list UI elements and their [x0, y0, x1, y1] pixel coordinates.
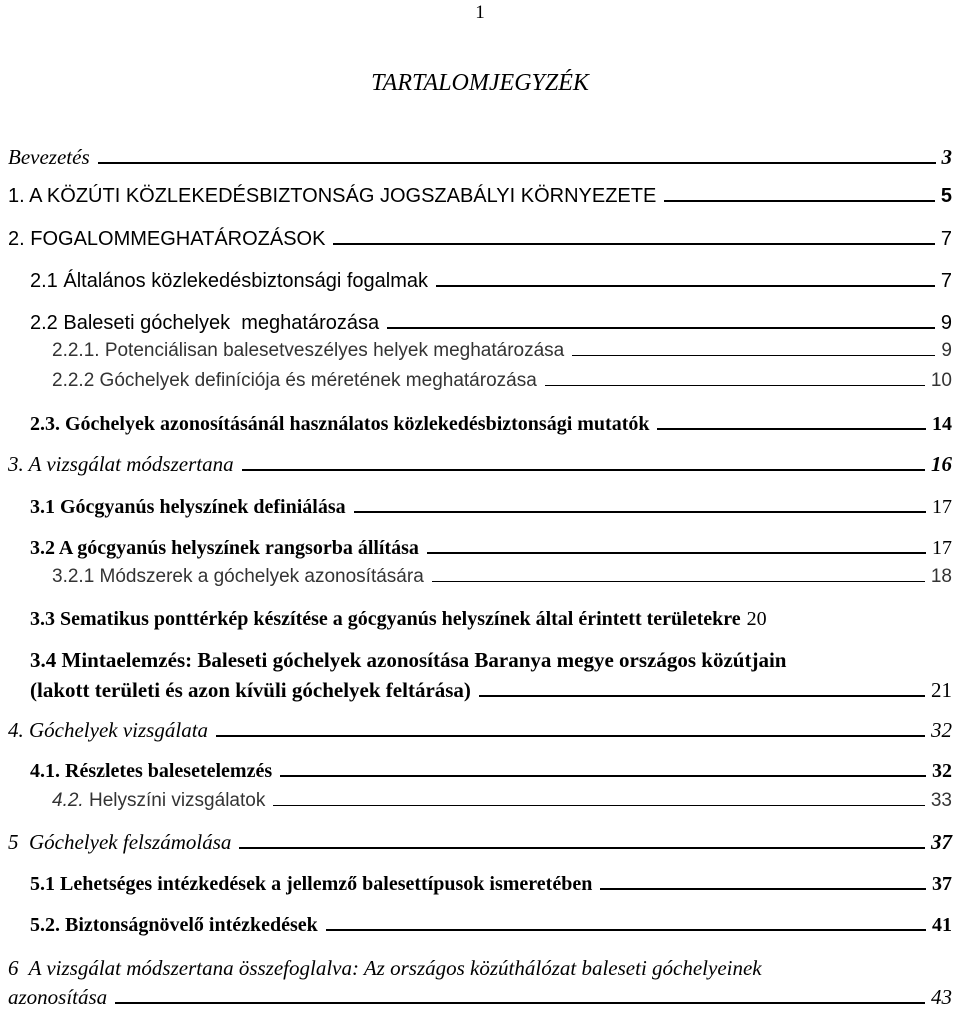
toc-leader — [545, 385, 925, 386]
toc-entry-1[interactable] — [8, 185, 952, 208]
toc-entry-page: 21 — [931, 678, 952, 702]
toc-entry-page: 17 — [932, 496, 952, 518]
toc-entry-5-2[interactable] — [30, 914, 952, 937]
toc-leader — [280, 775, 926, 777]
toc-entry-6-line1[interactable]: 6 A vizsgálat módszertana összefoglalva: Az országos közúthálózat baleseti góchelyeinek — [8, 956, 762, 980]
toc-entry-page: 17 — [932, 537, 952, 559]
toc-entry-number: 4.2. — [52, 790, 84, 811]
toc-leader — [436, 285, 935, 287]
toc-entry-5[interactable] — [8, 830, 952, 855]
toc-leader — [326, 929, 926, 931]
toc-entry-2-3[interactable] — [30, 413, 952, 436]
toc-entry-page: 5 — [940, 185, 952, 207]
toc-entry-label — [52, 790, 265, 812]
toc-leader — [354, 511, 926, 513]
page-number: 1 — [475, 2, 485, 23]
toc-entry-bevezetes[interactable] — [8, 145, 952, 170]
toc-leader — [273, 805, 925, 806]
toc-entry-3-4-line1[interactable]: 3.4 Mintaelemzés: Baleseti góchelyek azonosítása Baranya megye országos közútjain — [30, 648, 787, 672]
document-title: TARTALOMJEGYZÉK — [371, 70, 589, 96]
toc-entry-label: 2.3. Góchelyek azonosításánál használatos közlekedésbiztonsági mutatók — [30, 413, 650, 435]
toc-leader — [387, 327, 935, 329]
toc-entry-label: 5.1 Lehetséges intézkedések a jellemző balesettípusok ismeretében — [30, 873, 593, 895]
toc-entry-label: 3.3 Sematikus ponttérkép készítése a gócgyanús helyszínek által érintett területekre — [30, 608, 741, 630]
toc-entry-4[interactable] — [8, 718, 952, 743]
toc-entry-page: 9 — [940, 312, 952, 334]
toc-leader — [98, 162, 936, 164]
toc-entry-page: 33 — [930, 790, 952, 811]
toc-entry-label: 2.2.1. Potenciálisan balesetveszélyes helyek meghatározása — [52, 340, 565, 361]
toc-leader — [333, 243, 934, 245]
toc-entry-page: 37 — [931, 830, 952, 854]
toc-leader — [432, 581, 925, 582]
toc-entry-3-2-1[interactable] — [52, 566, 952, 588]
toc-entry-2[interactable] — [8, 228, 952, 251]
toc-leader — [657, 428, 926, 430]
toc-entry-label: 3.1 Gócgyanús helyszínek definiálása — [30, 496, 346, 518]
toc-entry-3-4[interactable] — [30, 678, 952, 703]
toc-entry-page: 41 — [932, 914, 952, 936]
toc-entry-label: 4.1. Részletes balesetelemzés — [30, 760, 273, 782]
toc-leader — [115, 1002, 925, 1004]
toc-entry-label: 3. A vizsgálat módszertana — [8, 452, 234, 476]
toc-leader — [427, 552, 926, 554]
toc-entry-2-2-2[interactable] — [52, 370, 952, 392]
toc-entry-2-2-1[interactable] — [52, 340, 952, 362]
toc-entry-page: 10 — [930, 370, 952, 391]
toc-entry-3-2[interactable] — [30, 537, 952, 560]
toc-entry-page: 7 — [940, 228, 952, 250]
toc-entry-label: 2.2 Baleseti góchelyek meghatározása — [30, 312, 380, 334]
toc-entry-page: 37 — [932, 873, 952, 895]
toc-entry-label: 2. FOGALOMMEGHATÁROZÁSOK — [8, 228, 326, 250]
toc-entry-label: (lakott területi és azon kívüli góchelyek feltárása) — [30, 678, 471, 702]
toc-entry-3-1[interactable] — [30, 496, 952, 519]
toc-entry-page: 9 — [941, 340, 952, 361]
toc-entry-label: azonosítása — [8, 985, 108, 1009]
toc-leader — [239, 847, 925, 849]
toc-entry-label: 3.2.1 Módszerek a góchelyek azonosítására — [52, 566, 424, 587]
toc-entry-label: 4. Góchelyek vizsgálata — [8, 718, 209, 742]
toc-entry-page: 14 — [932, 413, 952, 435]
toc-entry-4-1[interactable] — [30, 760, 952, 783]
toc-entry-page: 32 — [932, 760, 952, 782]
toc-entry-page: 16 — [931, 452, 952, 476]
toc-entry-label: 1. A KÖZÚTI KÖZLEKEDÉSBIZTONSÁG JOGSZABÁLYI KÖRNYEZETE — [8, 185, 657, 207]
toc-entry-page: 3 — [941, 145, 952, 169]
toc-entry-page: 20 — [746, 608, 767, 630]
toc-leader — [216, 735, 925, 737]
toc-entry-page: 18 — [930, 566, 952, 587]
toc-entry-5-1[interactable] — [30, 873, 952, 896]
toc-leader — [479, 695, 925, 697]
toc-entry-2-1[interactable] — [30, 270, 952, 293]
toc-leader — [600, 888, 926, 890]
toc-entry-2-2[interactable] — [30, 312, 952, 335]
toc-entry-page: 43 — [931, 985, 952, 1009]
toc-leader — [242, 469, 925, 471]
toc-entry-label: 2.1 Általános közlekedésbiztonsági fogalmak — [30, 270, 429, 292]
toc-entry-label: 2.2.2 Góchelyek definíciója és méretének meghatározása — [52, 370, 537, 391]
toc-entry-label: Bevezetés — [8, 145, 90, 169]
toc-entry-page: 32 — [931, 718, 952, 742]
toc-entry-page: 7 — [940, 270, 952, 292]
toc-entry-4-2[interactable] — [52, 790, 952, 812]
toc-entry-text: Helyszíni vizsgálatok — [83, 790, 266, 811]
toc-entry-label: 5.2. Biztonságnövelő intézkedések — [30, 914, 318, 936]
toc-entry-3[interactable] — [8, 452, 952, 477]
toc-leader — [572, 355, 935, 356]
toc-entry-3-3[interactable] — [30, 608, 952, 631]
toc-entry-label: 3.2 A gócgyanús helyszínek rangsorba állítása — [30, 537, 419, 559]
toc-entry-6[interactable] — [8, 985, 952, 1010]
toc-leader — [664, 200, 935, 202]
toc-entry-label: 5 Góchelyek felszámolása — [8, 830, 232, 854]
